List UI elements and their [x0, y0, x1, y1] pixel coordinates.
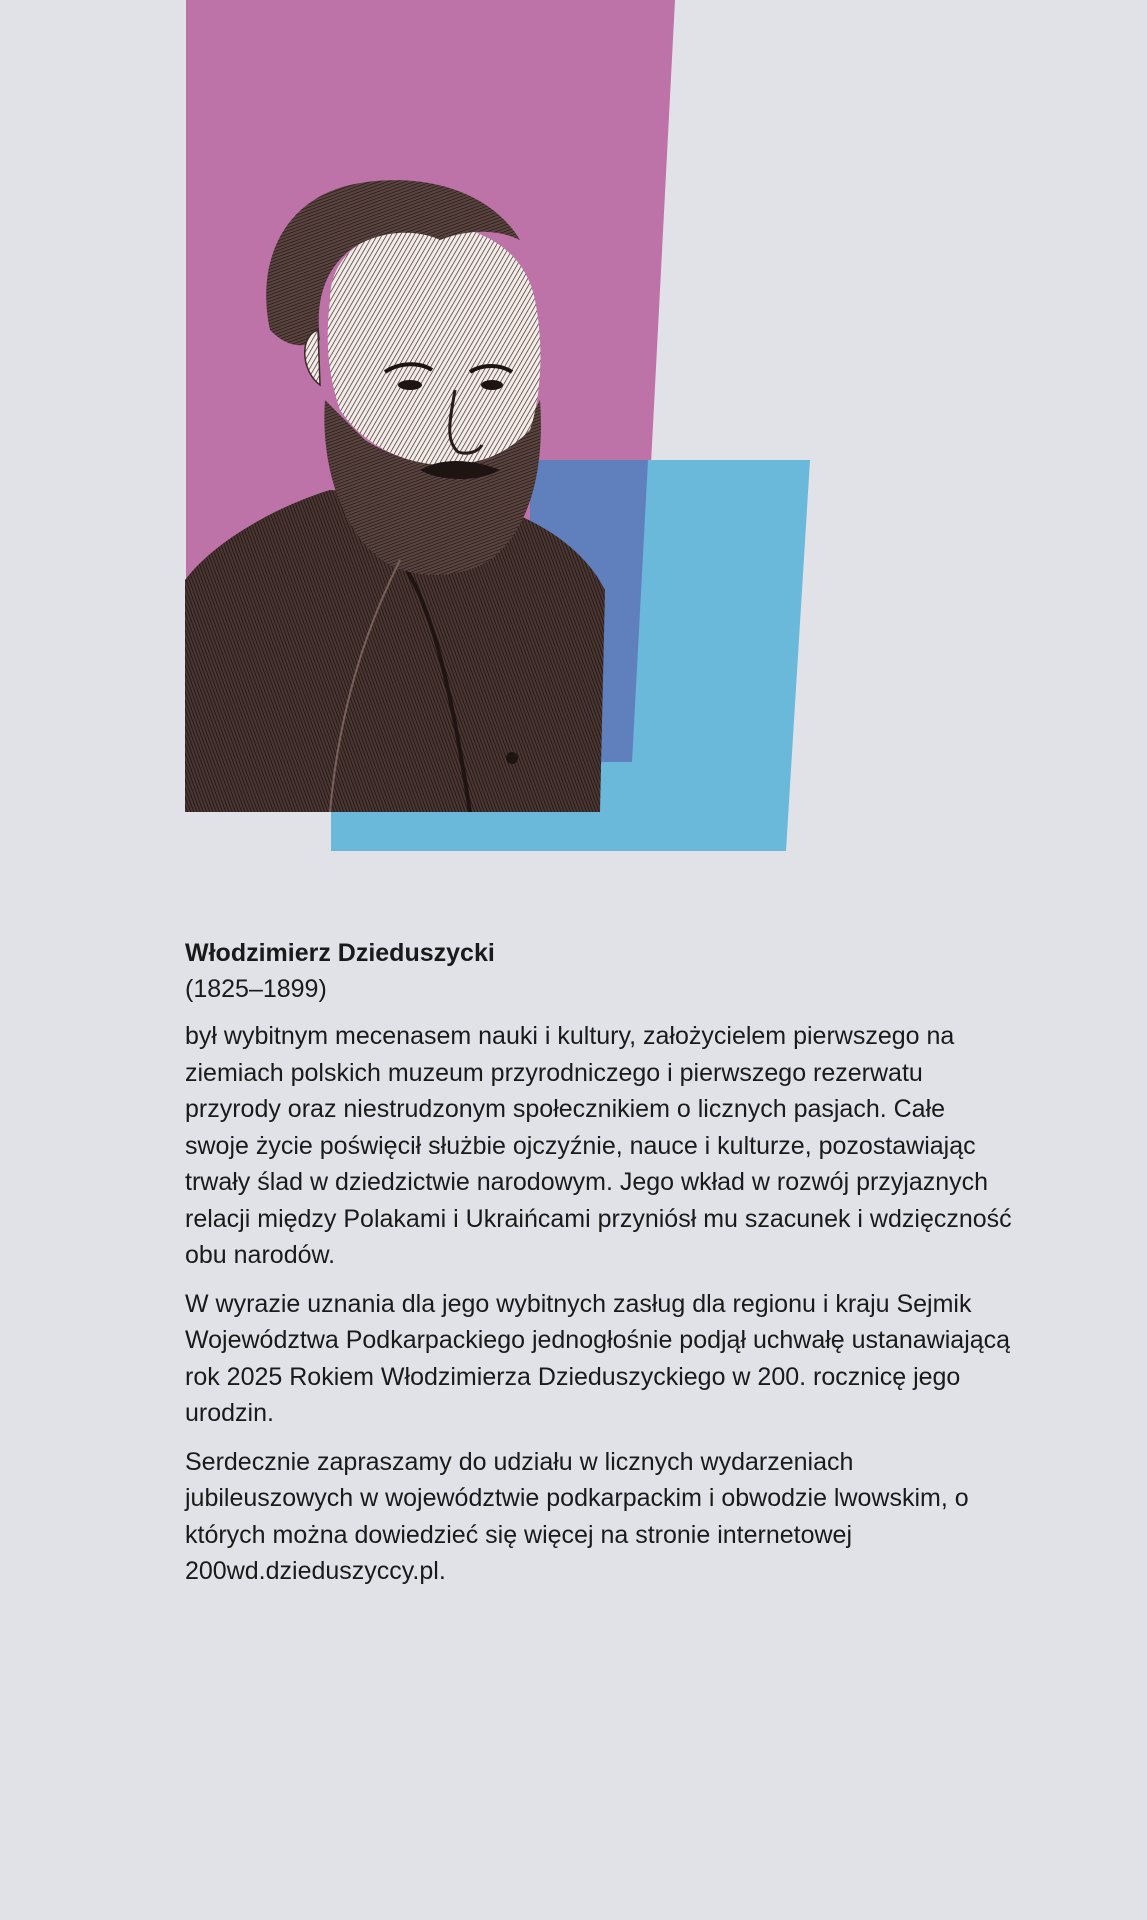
portrait-graphic: [0, 0, 1147, 880]
paragraph-invitation: Serdecznie zapraszamy do udziału w licznych wydarzeniach jubileuszowych w województwie podkarpackim i obwodzie lwowskim, o których można dowiedzieć się więcej na stronie internetowej 200wd.dzieduszyccy.pl.: [185, 1447, 969, 1585]
person-dates: (1825–1899): [185, 975, 327, 1003]
biography-text-block: [185, 936, 1015, 1602]
paragraph-resolution: W wyrazie uznania dla jego wybitnych zasług dla regionu i kraju Sejmik Województwa Podkarpackiego jednogłośnie podjął uchwałę ustanawiającą rok 2025 Rokiem Włodzimierza Dzieduszyckiego w 200. rocznicę jego urodzin.: [185, 1289, 1011, 1427]
paragraph-biography: był wybitnym mecenasem nauki i kultury, założycielem pierwszego na ziemiach polskich muzeum przyrodniczego i pierwszego rezerwatu przyrody oraz niestrudzonym społecznikiem o licznych pasjach. Całe swoje życie poświęcił służbie ojczyźnie, nauce i kulturze, pozostawiając trwały ślad w dziedzictwie narodowym. Jego wkład w rozwój przyjaznych relacji między Polakami i Ukraińcami przyniósł mu szacunek i wdzięczność obu narodów.: [185, 1022, 1012, 1269]
person-name: Włodzimierz Dzieduszycki: [185, 939, 495, 967]
